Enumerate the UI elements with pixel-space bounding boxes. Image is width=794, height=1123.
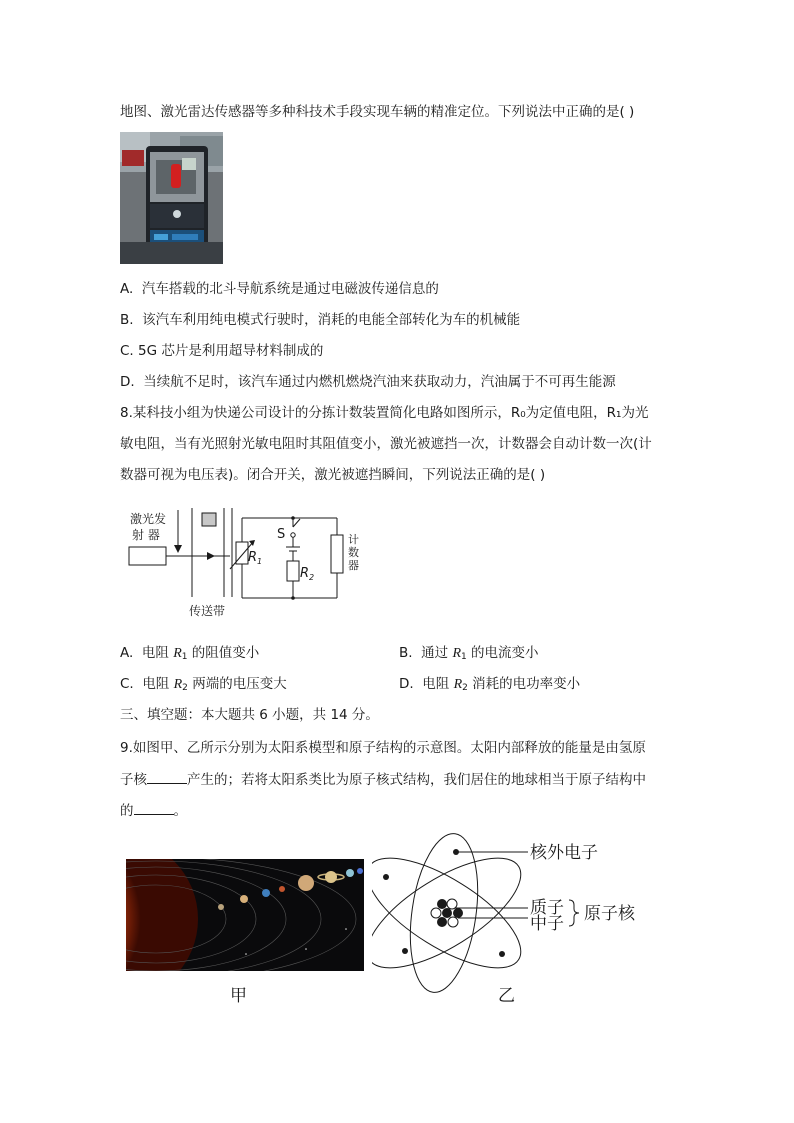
belt-label: 传送带	[189, 604, 226, 618]
counter-label-2: 数	[348, 546, 359, 559]
car-screen-photo	[120, 132, 223, 264]
q8-stem-line1: 8.某科技小组为快递公司设计的分拣计数装置简化电路如图所示，R₀为定值电阻，R₁为光	[120, 405, 649, 421]
r1-label: $R_1$	[248, 550, 263, 566]
emitter-label-line2: 射 器	[132, 528, 160, 542]
section-3-heading: 三、填空题：本大题共 6 小题，共 14 分。	[120, 707, 379, 723]
q7-option-b[interactable]: B. 该汽车利用纯电模式行驶时，消耗的电能全部转化为车的机械能	[120, 312, 521, 328]
laser-emitter-box	[129, 547, 166, 565]
q9-stem-line1: 9.如图甲、乙所示分别为太阳系模型和原子结构的示意图。太阳内部释放的能量是由氢原	[120, 740, 646, 756]
q7-option-c[interactable]: C. 5G 芯片是利用超导材料制成的	[120, 343, 324, 359]
proton-label: 质子	[530, 898, 564, 918]
q8-stem-line2: 敏电阻，当有光照射光敏电阻时其阻值变小，激光被遮挡一次，计数器会自动计数一次(计	[120, 436, 652, 452]
q8-stem-line3: 数器可视为电压表)。闭合开关，激光被遮挡瞬间，下列说法正确的是( )	[120, 467, 546, 483]
q8-option-d[interactable]: D. 电阻 $R_2$ 消耗的电功率变小	[399, 676, 581, 693]
q7-option-d[interactable]: D. 当续航不足时，该汽车通过内燃机燃烧汽油来获取动力，汽油属于不可再生能源	[120, 374, 616, 390]
q7-stem-tail: 地图、激光雷达传感器等多种科技术手段实现车辆的精准定位。下列说法中正确的是( )	[120, 104, 635, 120]
q8-option-c[interactable]: C. 电阻 $R_2$ 两端的电压变大	[120, 676, 287, 693]
q9-stem-line2: 子核 产生的；若将太阳系类比为原子核式结构，我们居住的地球相当于原子结构中	[120, 769, 646, 790]
solar-system-image	[126, 859, 364, 971]
r2-label: $R_2$	[300, 566, 315, 582]
q8-option-b[interactable]: B. 通过 $R_1$ 的电流变小	[399, 645, 539, 662]
q8-option-a[interactable]: A. 电阻 $R_1$ 的阻值变小	[120, 645, 260, 662]
sorting-counter-circuit	[120, 505, 380, 620]
electron-label: 核外电子	[530, 843, 598, 863]
counter-label-1: 计	[348, 533, 359, 546]
switch-label: S	[277, 527, 286, 542]
q9-stem-line3: 的 。	[120, 800, 187, 821]
emitter-label-line1: 激光发	[130, 512, 167, 526]
figure-label-left: 甲	[230, 986, 247, 1006]
neutron-label: 中子	[530, 914, 564, 934]
q7-option-a[interactable]: A. 汽车搭载的北斗导航系统是通过电磁波传递信息的	[120, 281, 439, 297]
counter-label-3: 器	[348, 559, 359, 572]
figure-label-right: 乙	[498, 986, 515, 1006]
nucleus-label: 原子核	[584, 904, 635, 924]
answer-blank-2[interactable]	[134, 800, 174, 815]
answer-blank-1[interactable]	[147, 769, 187, 784]
